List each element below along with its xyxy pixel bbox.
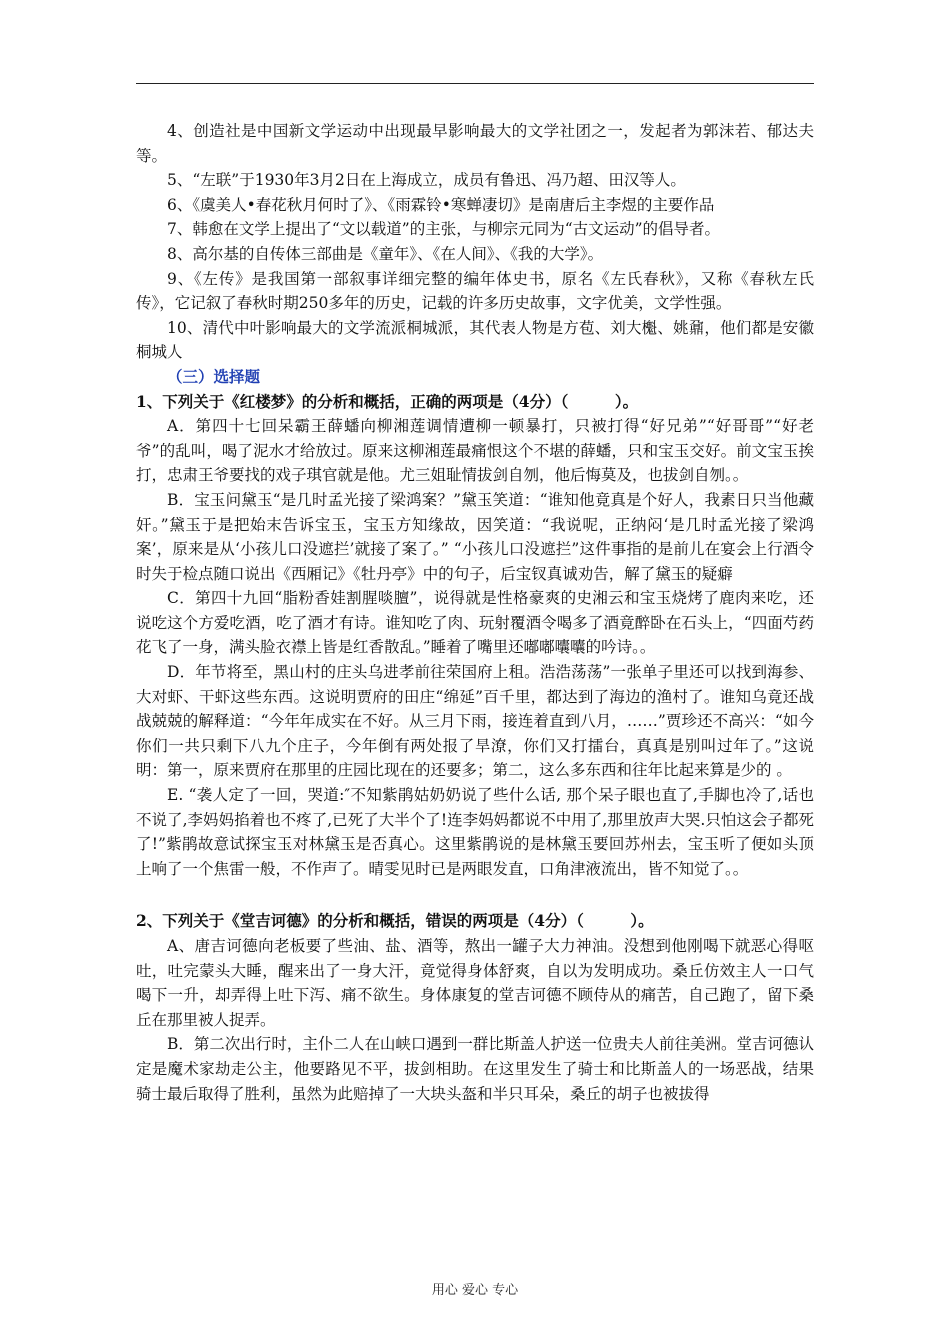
list-item: 10、清代中叶影响最大的文学流派桐城派，其代表人物是方苞、刘大櫆、姚鼐，他们都是安徽桐城人 xyxy=(136,318,814,362)
list-item: 8、高尔基的自传体三部曲是《童年》、《在人间》、《我的大学》。 xyxy=(167,244,604,263)
section-heading: （三）选择题 xyxy=(167,366,261,386)
question-title: 2、下列关于《堂吉诃德》的分析和概括，错误的两项是（4分）（ ）。 xyxy=(136,911,654,931)
list-item: 5、“左联”于1930年3月2日在上海成立，成员有鲁迅、冯乃超、田汉等人。 xyxy=(167,171,686,190)
list-item: 7、韩愈在文学上提出了“文以载道”的主张，与柳宗元同为“古文运动”的倡导者。 xyxy=(167,220,721,239)
question-option: C．第四十九回“脂粉香娃割腥啖膻”，说得就是性格豪爽的史湘云和宝玉烧烤了鹿肉来吃，还说吃这个方爱吃酒，吃了酒才有诗。谁知吃了肉、玩射覆酒令喝多了酒竟醉卧在石头上，“四面芍药花飞了一身，满头脸衣襟上皆是红香散乱。”睡着了嘴里还嘟嘟囔囔的吟诗。。 xyxy=(136,589,814,657)
question-option: B．第二次出行时，主仆二人在山峡口遇到一群比斯盖人护送一位贵夫人前往美洲。堂吉诃德认定是魔术家劫走公主，他要路见不平，拔剑相助。在这里发生了骑士和比斯盖人的一场恶战，结果骑士最后取得了胜利，虽然为此赔掉了一大块头盔和半只耳朵，桑丘的胡子也被拔得 xyxy=(136,1035,814,1103)
page-footer: 用心 爱心 专心 xyxy=(431,1283,519,1298)
page-content xyxy=(136,119,814,1106)
question-option: B．宝玉问黛玉“是几时孟光接了梁鸿案？”黛玉笑道：“谁知他竟真是个好人，我素日只当他藏奸。”黛玉于是把始末告诉宝玉，宝玉方知缘故，因笑道：“我说呢，正纳闷‘是几时孟光接了梁鸿案’，原来是从‘小孩儿口没遮拦’就接了案了。” “小孩儿口没遮拦”这件事指的是前儿在宴会上行酒令时失于检点随口说出《西厢记》《牡丹亭》中的句子，后宝钗真诚劝告，解了黛玉的疑癖 xyxy=(136,490,814,583)
list-item: 6、《虞美人•春花秋月何时了》、《雨霖铃•寒蝉凄切》是南唐后主李煜的主要作品 xyxy=(167,195,715,214)
question-option: D．年节将至，黑山村的庄头乌进孝前往荣国府上租。浩浩荡荡”一张单子里还可以找到海参、大对虾、干虾这些东西。这说明贾府的田庄“绵延”百千里，都达到了海边的渔村了。谁知乌竟还战战兢兢的解释道：“今年年成实在不好。从三月下雨，接连着直到八月，……”贾珍还不高兴：“如今你们一共只剩下八九个庄子，今年倒有两处报了旱潦，你们又打擂台，真真是别叫过年了。”这说明：第一，原来贾府在那里的庄园比现在的还要多；第二，这么多东西和往年比起来算是少的 。 xyxy=(136,663,814,780)
spacer xyxy=(136,881,814,909)
question-option: A、唐吉诃德向老板要了些油、盐、酒等，熬出一罐子大力神油。没想到他刚喝下就恶心得呕吐，吐完蒙头大睡，醒来出了一身大汗，竟觉得身体舒爽，自以为发明成功。桑丘仿效主人一口气喝下一升，却弄得上吐下泻、痛不欲生。身体康复的堂吉诃德不顾侍从的痛苦，自己跑了，留下桑丘在那里被人捉弄。 xyxy=(136,937,814,1029)
question-option: A．第四十七回呆霸王薛蟠向柳湘莲调情遭柳一顿暴打，只被打得“好兄弟”“好哥哥”“好老爷”的乱叫，喝了泥水才给放过。原来这柳湘莲最痛恨这个不堪的薛蟠，只和宝玉交好。前文宝玉挨打，忠肃王爷要找的戏子琪官就是他。尤三姐耻情拔剑自刎，他后悔莫及，也拔剑自刎。。 xyxy=(136,417,814,485)
question-option: E. “袭人定了一回，哭道:″不知紫鹃姑奶奶说了些什么话, 那个呆子眼也直了,手脚也冷了,话也不说了,李妈妈掐着也不疼了,已死了大半个了!连李妈妈都说不中用了,那里放声大哭.只怕这会子都死了!”紫鹃故意试探宝玉对林黛玉是否真心。这里紫鹃说的是林黛玉要回苏州去，宝玉听了便如头顶上响了一个焦雷一般，不作声了。晴雯见时已是两眼发直，口角津液流出，皆不知觉了。。 xyxy=(136,786,814,878)
question-title: 1、下列关于《红楼梦》的分析和概括，正确的两项是（4分）（ ）。 xyxy=(136,391,639,411)
list-item: 4、创造社是中国新文学运动中出现最早影响最大的文学社团之一，发起者为郭沫若、郁达夫等。 xyxy=(136,122,814,165)
header-rule xyxy=(136,83,814,84)
list-item: 9、《左传》是我国第一部叙事详细完整的编年体史书，原名《左氏春秋》，又称《春秋左氏传》，它记叙了春秋时期250多年的历史，记载的许多历史故事，文字优美，文学性强。 xyxy=(136,269,814,313)
